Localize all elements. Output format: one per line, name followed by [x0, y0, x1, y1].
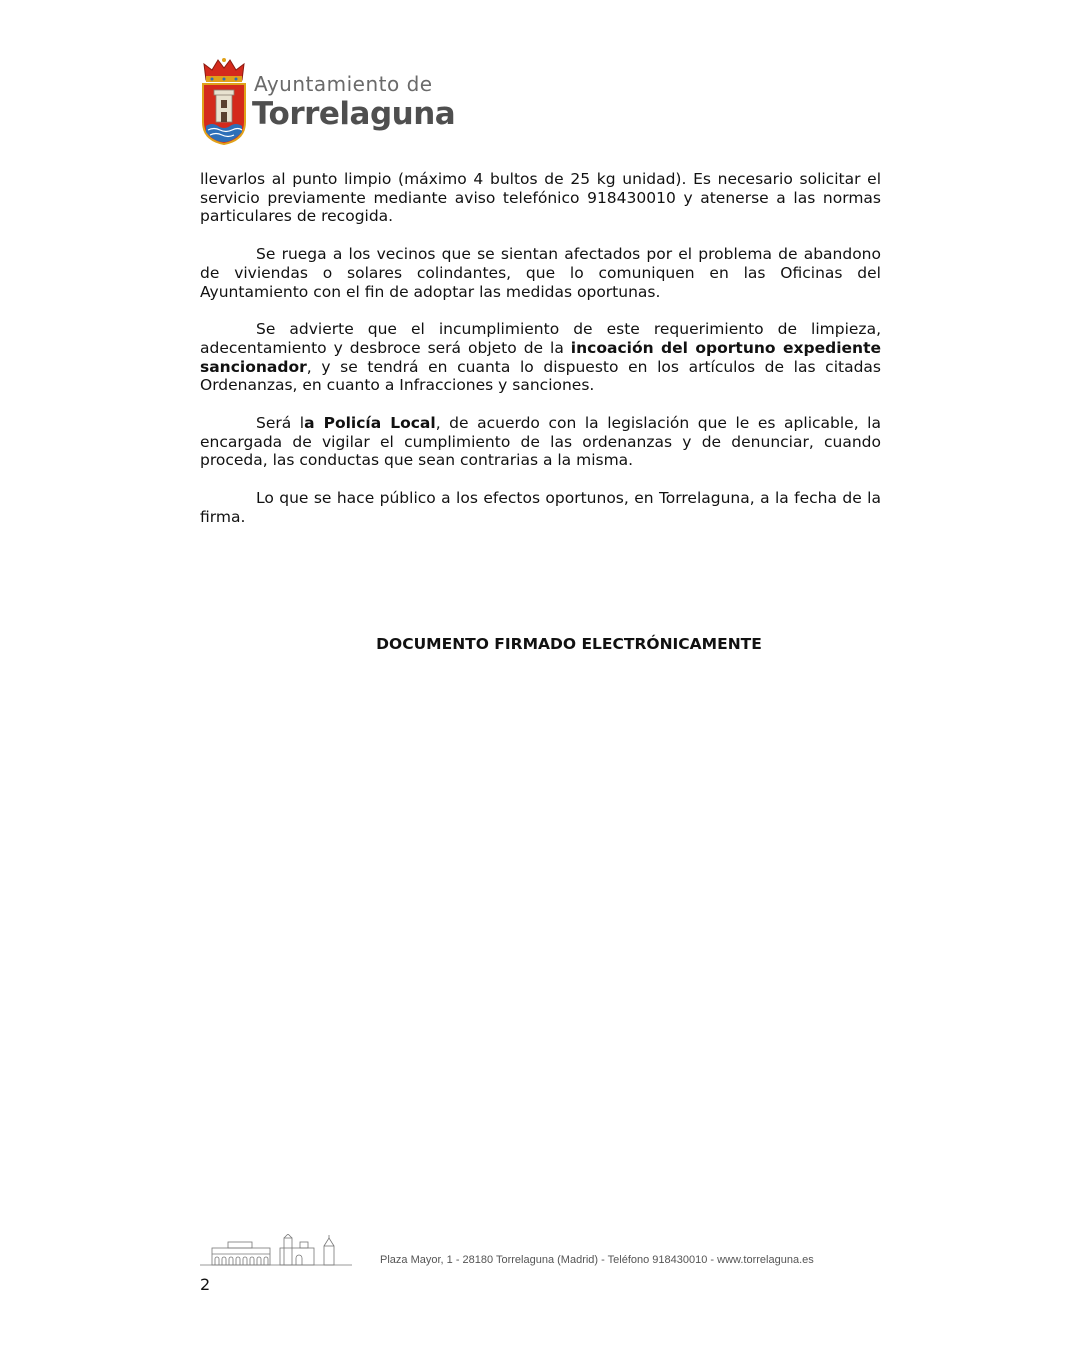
signature-block [0, 635, 1080, 653]
header-line2: Torrelaguna [252, 96, 456, 132]
town-buildings-icon [200, 1234, 352, 1270]
paragraph-4-intro: Será l [256, 414, 305, 433]
signature-text: DOCUMENTO FIRMADO ELECTRÓNICAMENTE [376, 635, 762, 653]
document-body [200, 170, 881, 546]
paragraph-5: Lo que se hace público a los efectos oportunos, en Torrelaguna, a la fecha de la firma. [200, 489, 881, 526]
header-line1: Ayuntamiento de [254, 72, 433, 96]
footer-address: Plaza Mayor, 1 - 28180 Torrelaguna (Madrid) - Teléfono 918430010 - www.torrelaguna.es [380, 1254, 814, 1266]
paragraph-3-emphasis: incoación del oportuno expediente sancionador [200, 338, 881, 376]
paragraph-2: Se ruega a los vecinos que se sientan afectados por el problema de abandono de viviendas o solares colindantes, que lo comuniquen en las Oficinas del Ayuntamiento con el fin de adoptar las medidas oportunas. [200, 245, 881, 301]
letterhead [200, 56, 500, 148]
paragraph-4-emphasis: a Policía Local [304, 414, 436, 433]
paragraph-1: llevarlos al punto limpio (máximo 4 bultos de 25 kg unidad). Es necesario solicitar el servicio previamente mediante aviso telefónico 918430010 y atenerse a las normas particulares de recogida. [200, 170, 881, 226]
paragraph-3 [200, 320, 881, 395]
paragraph-4 [200, 414, 881, 470]
paragraph-3-intro: Se advierte que el incumplimiento de este requerimiento de limpieza, adecentamiento y desbroce será objeto de la [200, 320, 881, 357]
page-number: 2 [200, 1275, 211, 1294]
paragraph-4-rest: , de acuerdo con la legislación que le es aplicable, la encargada de vigilar el cumplimiento de las ordenanzas y de denunciar, cuando proceda, las conductas que sean contrarias a la misma. [200, 414, 881, 470]
paragraph-3-rest: , y se tendrá en cuanta lo dispuesto en los artículos de las citadas Ordenanzas, en cuanto a Infracciones y sanciones. [200, 357, 881, 395]
coat-of-arms-icon [200, 56, 248, 146]
